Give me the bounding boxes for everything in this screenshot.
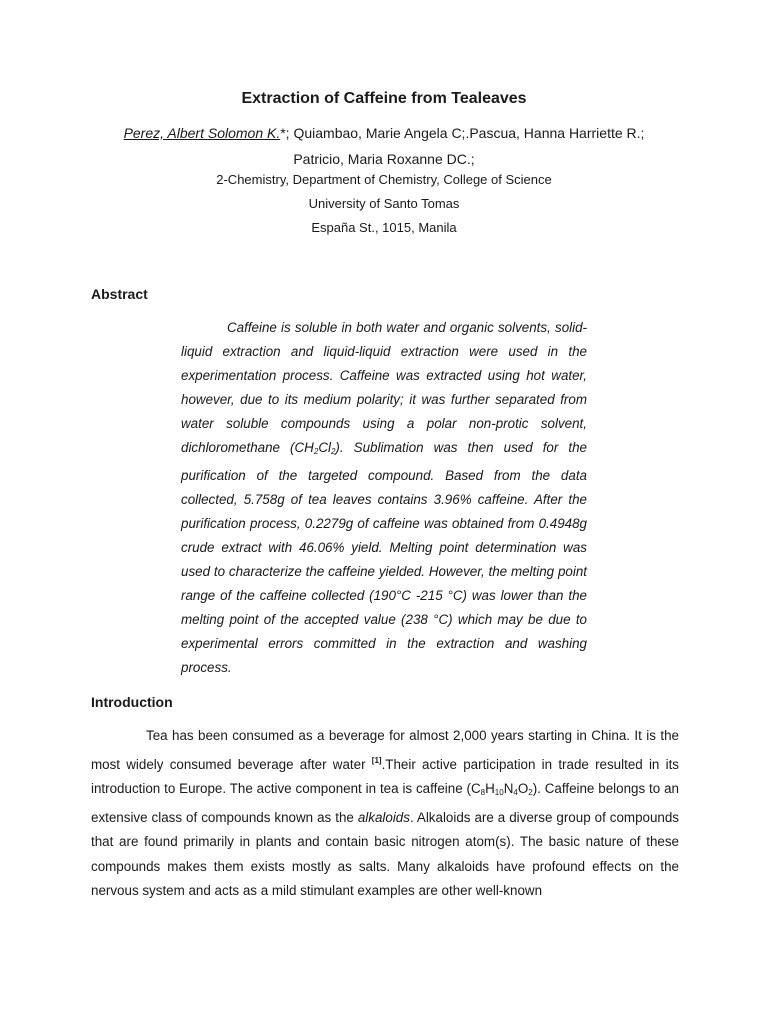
abstract-heading: Abstract xyxy=(91,286,148,302)
formula-element: N xyxy=(503,781,514,796)
paper-title: Extraction of Caffeine from Tealeaves xyxy=(241,90,527,107)
abstract-text-part3: ). Sublimation was then used for the purification of the targeted compound. Based from the data collected, 5.758g of tea leaves contains 3.96% caffeine. After the purification process, 0.2279g of caffeine was obtained from 0.4948g crude extract with 46.06% yield. Melting point determination was used to characterize the caffeine yielded. However, the melting point range of the caffeine collected (190°C -215 °C) was lower than the melting point of the accepted value (238 °C) which may be due to experimental errors committed in the extraction and washing process. xyxy=(181,440,587,675)
introduction-text xyxy=(91,724,679,904)
formula-subscript: 8 xyxy=(480,788,486,797)
affiliation-department: 2-Chemistry, Department of Chemistry, College of Science xyxy=(216,172,552,187)
formula-subscript: 2 xyxy=(528,788,533,797)
affiliation-address: España St., 1015, Manila xyxy=(311,220,457,235)
abstract-subscript: 2 xyxy=(313,447,319,456)
intro-text-part2: .Their active participation in trade resulted in its introduction to Europe. The active component in tea is caffeine (C xyxy=(91,756,679,796)
alkaloids-term: alkaloids xyxy=(357,809,410,825)
abstract-text-part1: Caffeine is soluble in both water and organic solvents, solid-liquid extraction and liquid-liquid extraction were used in the experimentation process. Caffeine was extracted using hot water, however, due to its medium polarity; it was further separated from water soluble compounds using a polar non-protic solvent, dichloromethane (CH xyxy=(181,320,587,455)
intro-text-part3: ). Caffeine belongs to an extensive class of compounds known as the xyxy=(91,781,679,825)
co-authors-line2: Patricio, Maria Roxanne DC.; xyxy=(293,151,475,167)
formula-subscript: 4 xyxy=(513,788,518,797)
formula-element: H xyxy=(485,781,495,796)
abstract-subscript: 2 xyxy=(330,447,336,456)
formula-element: O xyxy=(517,781,529,796)
author-list xyxy=(84,120,684,172)
abstract-text xyxy=(181,316,587,680)
co-authors-line1: *; Quiambao, Marie Angela C;.Pascua, Hanna Harriette R.; xyxy=(280,125,645,141)
intro-text-part1: Tea has been consumed as a beverage for almost 2,000 years starting in China. It is the most widely consumed beverage after water xyxy=(91,728,679,772)
intro-text-part4: . Alkaloids are a diverse group of compounds that are found primarily in plants and contain basic nitrogen atom(s). The basic nature of these compounds makes them exists mostly as salts. Many alkaloids have profound effects on the nervous system and acts as a mild stimulant examples are other well-known xyxy=(91,809,679,898)
lead-author: Perez, Albert Solomon K. xyxy=(123,125,281,141)
abstract-text-part2: Cl xyxy=(318,440,331,455)
introduction-heading: Introduction xyxy=(91,694,173,710)
affiliation-university: University of Santo Tomas xyxy=(308,196,460,211)
citation-reference: [1] xyxy=(371,755,382,765)
formula-subscript: 10 xyxy=(494,788,504,797)
